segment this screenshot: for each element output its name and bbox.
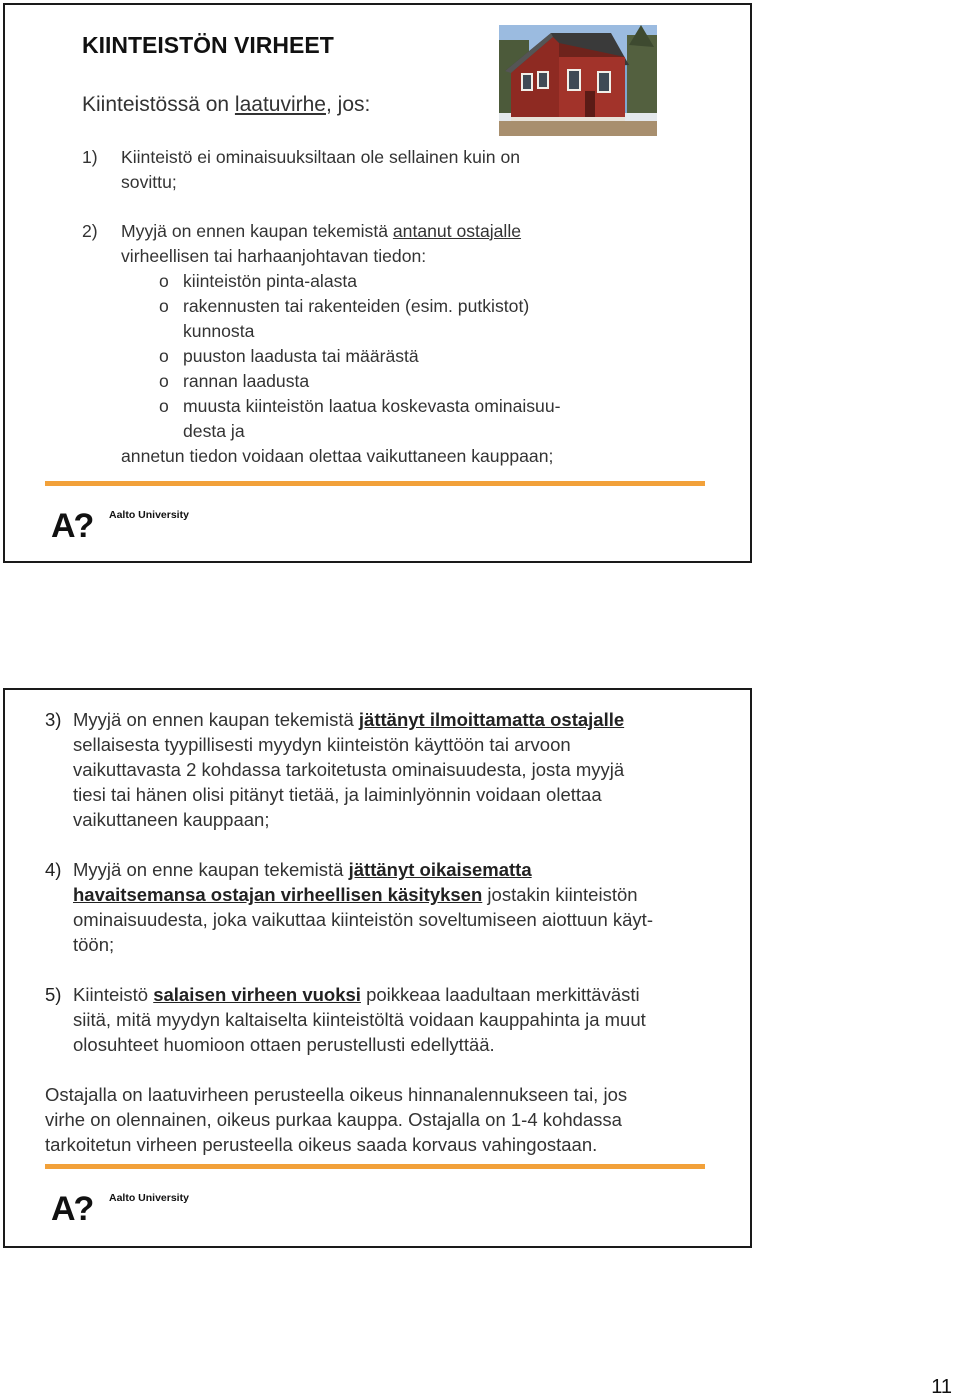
subtitle-link-laatuvirhe[interactable]: laatuvirhe: [234, 93, 326, 116]
item-3-number: 3): [45, 709, 62, 730]
item-4-line-2-text: jostakin kiinteistön: [482, 884, 638, 905]
summary-line-3: tarkoitetun virheen perusteella oikeus saada korvaus vahingostaan.: [45, 1134, 598, 1155]
bullet-ranta: rannan laadusta: [183, 371, 310, 391]
item-2-closing: annetun tiedon voidaan olettaa vaikuttaneen kauppaan;: [121, 446, 554, 466]
summary-line-1: Ostajalla on laatuvirheen perusteella oikeus hinnanalennukseen tai, jos: [45, 1084, 628, 1105]
item-5-line-2: siitä, mitä myydyn kaltaiselta kiinteistöltä voidaan kauppahinta ja muut: [73, 1009, 646, 1030]
item-4-number: 4): [45, 859, 62, 880]
bullet-pinta-ala: kiinteistön pinta-alasta: [183, 271, 358, 291]
accent-divider: [45, 481, 705, 486]
slide-1: [3, 3, 752, 563]
bullet-marker: o: [159, 396, 169, 416]
subtitle-prefix: Kiinteistössä on: [82, 93, 235, 116]
item-4-emphasis-1: jättänyt oikaisematta: [348, 859, 532, 880]
accent-divider: [45, 1164, 705, 1169]
aalto-logo-mark: A?: [51, 507, 93, 545]
item-1-number: 1): [82, 147, 98, 167]
bullet-marker: o: [159, 346, 169, 366]
aalto-logo-text: Aalto University: [109, 1192, 189, 1204]
item-4-line-2: [73, 882, 638, 907]
item-4-line-1-text: Myyjä on enne kaupan tekemistä: [73, 859, 349, 880]
item-3-line-3: vaikuttavasta 2 kohdassa tarkoitetusta ominaisuudesta, josta myyjä: [73, 759, 625, 780]
item-3-line-2: sellaisesta tyypillisesti myydyn kiinteistön käyttöön tai arvoon: [73, 734, 571, 755]
item-4-line-3: ominaisuudesta, joka vaikuttaa kiinteistön soveltumiseen aiottuun käyt-: [73, 909, 653, 930]
subtitle-suffix: , jos:: [325, 93, 371, 116]
item-3-line-1: [73, 707, 624, 732]
house-photo: [499, 25, 657, 136]
bullet-muu-ominaisuus-cont: desta ja: [183, 421, 245, 441]
item-5-emphasis: salaisen virheen vuoksi: [153, 984, 361, 1005]
bullet-puusto: puuston laadusta tai määrästä: [183, 346, 419, 366]
item-1-line-1: Kiinteistö ei ominaisuuksiltaan ole sellainen kuin on: [121, 147, 521, 167]
aalto-logo-mark: A?: [51, 1190, 93, 1228]
item-1-line-2: sovittu;: [121, 172, 177, 192]
item-4-line-4: töön;: [73, 934, 115, 955]
item-2-line-2: virheellisen tai harhaanjohtavan tiedon:: [121, 246, 427, 266]
item-5-line-1-prefix: Kiinteistö: [73, 984, 154, 1005]
slide-subtitle: [82, 93, 370, 117]
item-5-line-3: olosuhteet huomioon ottaen perustellusti edellyttää.: [73, 1034, 495, 1055]
bullet-rakennukset-cont: kunnosta: [183, 321, 255, 341]
bullet-marker: o: [159, 296, 169, 316]
item-3-emphasis: jättänyt ilmoittamatta ostajalle: [358, 709, 625, 730]
page-number: 11: [931, 1376, 952, 1398]
item-5-line-1-suffix: poikkeaa laadultaan merkittävästi: [360, 984, 640, 1005]
summary-line-2: virhe on olennainen, oikeus purkaa kauppa. Ostajalla on 1-4 kohdassa: [45, 1109, 622, 1130]
item-5-line-1: [73, 982, 640, 1007]
item-4-line-1: [73, 857, 532, 882]
slide-2: [3, 688, 752, 1248]
bullet-muu-ominaisuus: muusta kiinteistön laatua koskevasta ominaisuu-: [183, 396, 561, 416]
item-5-number: 5): [45, 984, 62, 1005]
bullet-marker: o: [159, 371, 169, 391]
item-2-line-1: [121, 219, 521, 244]
item-2-number: 2): [82, 221, 98, 241]
aalto-logo-text: Aalto University: [109, 509, 189, 521]
item-3-line-5: vaikuttaneen kauppaan;: [73, 809, 270, 830]
bullet-marker: o: [159, 271, 169, 291]
item-3-line-4: tiesi tai hänen olisi pitänyt tietää, ja laiminlyönnin voidaan olettaa: [73, 784, 602, 805]
bullet-rakennukset: rakennusten tai rakenteiden (esim. putkistot): [183, 296, 530, 316]
item-3-line-1-text: Myyjä on ennen kaupan tekemistä: [73, 709, 359, 730]
item-4-emphasis-2: havaitsemansa ostajan virheellisen käsityksen: [73, 884, 483, 905]
slide-title: KIINTEISTÖN VIRHEET: [82, 32, 334, 58]
item-2-link[interactable]: antanut ostajalle: [392, 221, 522, 241]
item-2-line-1-text: Myyjä on ennen kaupan tekemistä: [121, 221, 393, 241]
